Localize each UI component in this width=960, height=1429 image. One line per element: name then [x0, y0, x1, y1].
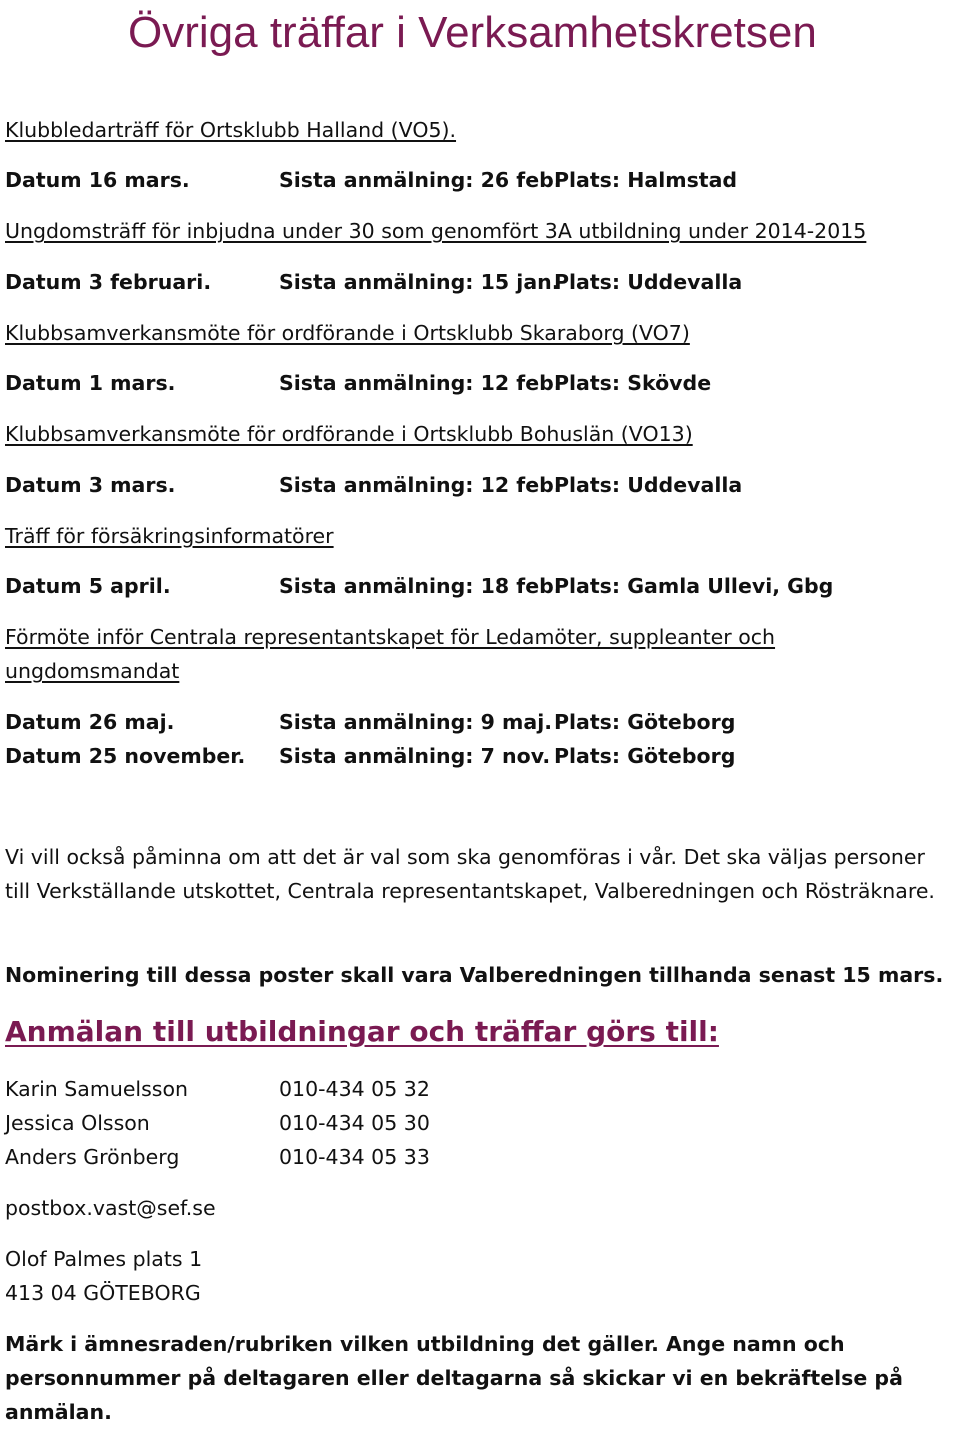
event-title: Ungdomsträff för inbjudna under 30 som genomfört 3A utbildning under 2014-2015: [5, 219, 867, 243]
event-place: Plats: Göteborg: [554, 744, 736, 768]
event-title: Klubbsamverkansmöte för ordförande i Ortsklubb Skaraborg (VO7): [5, 321, 690, 345]
event-place: Plats: Gamla Ullevi, Gbg: [554, 574, 834, 598]
signup-heading: Anmälan till utbildningar och träffar görs till:: [5, 1015, 719, 1048]
address-street: Olof Palmes plats 1: [5, 1247, 203, 1271]
event-deadline: Sista anmälning: 18 feb.: [279, 574, 562, 598]
event-date: Datum 3 mars.: [5, 473, 176, 497]
event-deadline: Sista anmälning: 9 maj.: [279, 710, 553, 734]
email-address[interactable]: postbox.vast@sef.se: [5, 1196, 216, 1220]
event-place: Plats: Skövde: [554, 371, 712, 395]
contact-name: Karin Samuelsson: [5, 1077, 189, 1101]
contact-phone: 010-434 05 30: [279, 1111, 430, 1135]
nomination-note: Nominering till dessa poster skall vara Valberedningen tillhanda senast 15 mars.: [5, 963, 944, 987]
event-title: Träff för försäkringsinformatörer: [5, 524, 334, 548]
contact-name: Jessica Olsson: [5, 1111, 150, 1135]
event-deadline: Sista anmälning: 12 feb.: [279, 473, 562, 497]
page-title: Övriga träffar i Verksamhetskretsen: [128, 8, 817, 57]
event-place: Plats: Göteborg: [554, 710, 736, 734]
contact-phone: 010-434 05 32: [279, 1077, 430, 1101]
event-date: Datum 25 november.: [5, 744, 246, 768]
event-title: Förmöte inför Centrala representantskapet för Ledamöter, suppleanter och ungdomsmandat: [5, 625, 776, 683]
contact-name: Anders Grönberg: [5, 1145, 180, 1169]
event-title: Klubbledarträff för Ortsklubb Halland (VO5).: [5, 118, 457, 142]
event-date: Datum 1 mars.: [5, 371, 176, 395]
event-place: Plats: Uddevalla: [554, 473, 743, 497]
event-place: Plats: Halmstad: [554, 168, 738, 192]
event-date: Datum 16 mars.: [5, 168, 190, 192]
event-deadline: Sista anmälning: 15 jan.: [279, 270, 560, 294]
event-place: Plats: Uddevalla: [554, 270, 743, 294]
event-title: Klubbsamverkansmöte för ordförande i Ortsklubb Bohuslän (VO13): [5, 422, 693, 446]
election-reminder: Vi vill också påminna om att det är val som ska genomföras i vår. Det ska väljas personer till Verkställande utskottet, Centrala representantskapet, Valberedningen och Rösträknare.: [5, 845, 935, 903]
event-date: Datum 5 april.: [5, 574, 171, 598]
event-deadline: Sista anmälning: 7 nov.: [279, 744, 551, 768]
event-deadline: Sista anmälning: 26 feb.: [279, 168, 562, 192]
event-date: Datum 26 maj.: [5, 710, 175, 734]
contact-phone: 010-434 05 33: [279, 1145, 430, 1169]
address-city: 413 04 GÖTEBORG: [5, 1281, 201, 1305]
event-date: Datum 3 februari.: [5, 270, 212, 294]
footer-note: Märk i ämnesraden/rubriken vilken utbildning det gäller. Ange namn och personnummer på deltagaren eller deltagarna så skickar vi en bekräftelse på anmälan.: [5, 1332, 903, 1424]
event-deadline: Sista anmälning: 12 feb.: [279, 371, 562, 395]
